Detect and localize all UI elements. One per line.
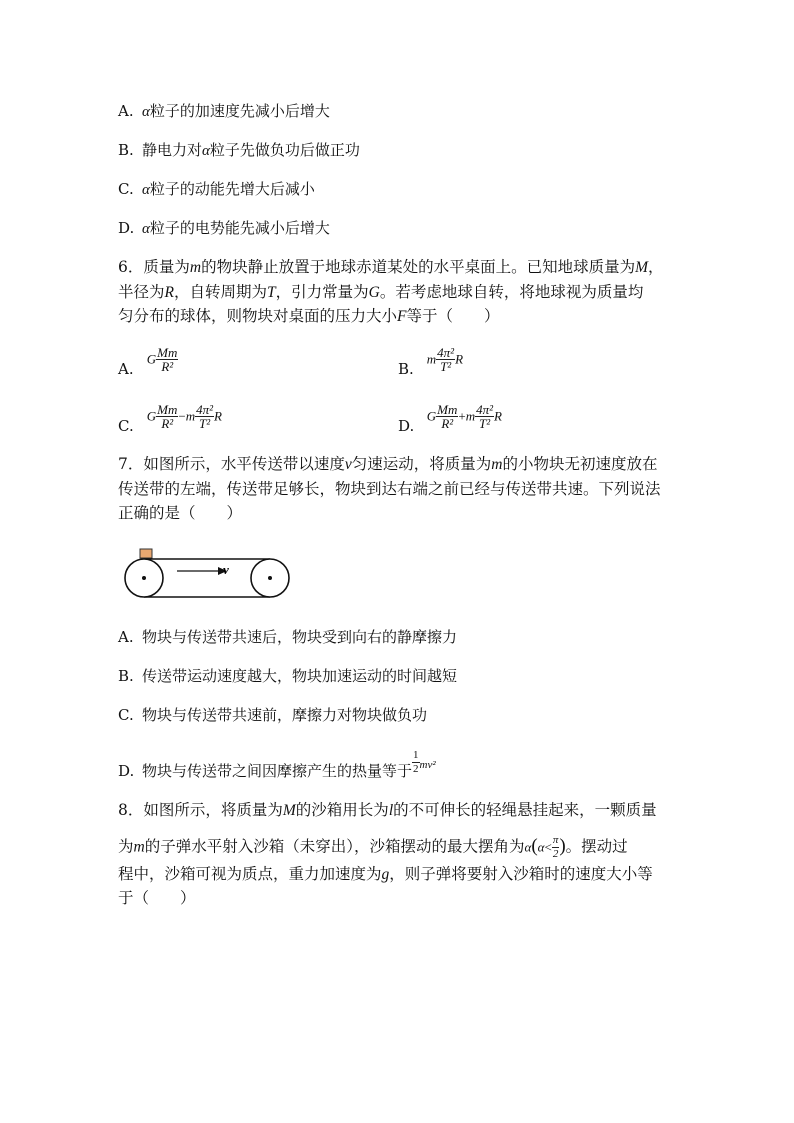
q6-option-a: A. G $\frac{Mm}{\text{R²}}$ bbox=[118, 345, 178, 378]
q6-stem-line3: 匀分布的球体，则物块对桌面的压力大小F等于（ ） bbox=[118, 307, 500, 325]
q8-stem-line3: 程中，沙箱可视为质点，重力加速度为g，则子弹将要射入沙箱时的速度大小等 bbox=[118, 865, 653, 883]
q6-option-c: C. G $\frac{Mm}{\text{R²}}$ −m $\frac{\text{4π²}}{\text{T²}}$ R bbox=[118, 402, 222, 435]
q5-option-c: C. α粒子的动能先增大后减小 bbox=[118, 180, 315, 198]
q5-option-d: D. α粒子的电势能先减小后增大 bbox=[118, 219, 330, 237]
q6-option-b: B. m $\frac{\text{4π²}}{\text{T²}}$ R bbox=[398, 345, 464, 378]
left-axle-icon bbox=[142, 576, 146, 580]
velocity-label: v bbox=[223, 562, 229, 577]
conveyor-belt-figure bbox=[122, 546, 292, 602]
q6-option-d: D. G $\frac{Mm}{\text{R²}}$ +m $\frac{\text{4π²}}{\text{T²}}$ R bbox=[398, 402, 502, 435]
q7-stem-line1: 7．如图所示，水平传送带以速度v匀速运动，将质量为m的小物块无初速度放在 bbox=[118, 455, 658, 473]
q7-option-a: A. 物块与传送带共速后，物块受到向右的静摩擦力 bbox=[118, 628, 458, 646]
q7-stem-line2: 传送带的左端，传送带足够长，物块到达右端之前已经与传送带共速。下列说法 bbox=[118, 480, 661, 498]
q5-option-a: A. α粒子的加速度先减小后增大 bbox=[118, 102, 330, 120]
q7-option-d: D. 物块与传送带之间因摩擦产生的热量等于 $\frac{1}{2}$ $^{mv^2}$ bbox=[118, 749, 436, 780]
q7-option-c: C. 物块与传送带共速前，摩擦力对物块做负功 bbox=[118, 706, 428, 724]
q7-option-b: B. 传送带运动速度越大，物块加速运动的时间越短 bbox=[118, 667, 458, 685]
right-axle-icon bbox=[268, 576, 272, 580]
block-icon bbox=[140, 549, 152, 558]
q8-stem-line2: 为m的子弹水平射入沙箱（未穿出），沙箱摆动的最大摆角为α(α< $\frac{\pi}{2}$ )。摆动过 bbox=[118, 834, 628, 860]
q7-stem-line3: 正确的是（ ） bbox=[118, 504, 243, 522]
q6-stem-line1: 6．质量为m的物块静止放置于地球赤道某处的水平桌面上。已知地球质量为M， bbox=[118, 258, 664, 276]
q8-stem-line1: 8．如图所示，将质量为M的沙箱用长为l的不可伸长的轻绳悬挂起来，一颗质量 bbox=[118, 801, 657, 819]
q8-stem-line4: 于（ ） bbox=[118, 889, 196, 907]
q5-option-b: B. 静电力对α粒子先做负功后做正功 bbox=[118, 141, 360, 159]
q6-stem-line2: 半径为R，自转周期为T，引力常量为G。若考虑地球自转，将地球视为质量均 bbox=[118, 283, 644, 301]
